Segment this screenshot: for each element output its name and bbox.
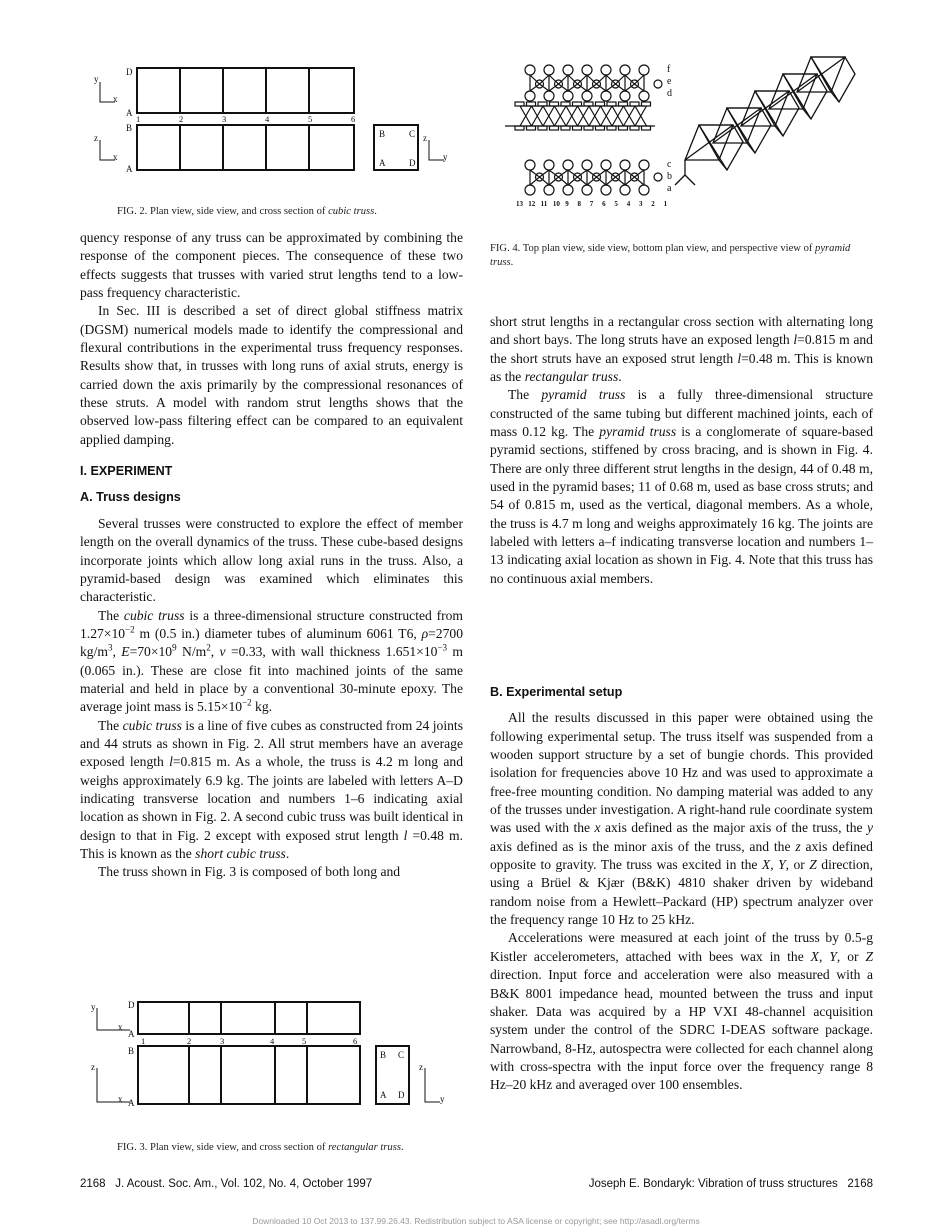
text-run: , or [836, 948, 866, 964]
superscript: −2 [242, 697, 252, 708]
text-run: is a fully three-dimensional structure constructed of the same tubing but different machined joints, each of mass 0.12 kg. The [490, 387, 873, 440]
station-label: 4 [626, 200, 631, 208]
paragraph [80, 229, 463, 302]
text-run: X [761, 857, 771, 873]
joint-circle [563, 160, 573, 170]
text-run: Y [829, 948, 837, 964]
station-label: 7 [589, 200, 594, 208]
joint-block [561, 126, 570, 130]
joint-circle [582, 185, 592, 195]
joint-block [607, 102, 616, 106]
joint-block [538, 126, 547, 130]
station-label: 2 [187, 1036, 192, 1046]
joint-block [573, 102, 582, 106]
joint-block [561, 102, 570, 106]
joint-label-A: A [379, 158, 386, 168]
pyramid-face [755, 91, 799, 136]
text-run: =0.815 m and the short struts have an exposed strut length [490, 332, 873, 366]
joint-circle [563, 65, 573, 75]
text-run: Z [865, 948, 873, 964]
section-heading-experiment: I. EXPERIMENT [80, 464, 173, 479]
joint-circle [620, 91, 630, 101]
joint-circle [601, 185, 611, 195]
joint-circle [525, 91, 535, 101]
joint-block [596, 126, 605, 130]
station-label: 12 [528, 200, 536, 208]
caption-text: FIG. 3. Plan view, side view, and cross section of [117, 1142, 329, 1153]
joint-circle [601, 65, 611, 75]
superscript: 2 [206, 642, 211, 653]
station-label: 10 [552, 200, 560, 208]
caption-italic: rectangular truss [328, 1142, 401, 1153]
joint-circle [620, 160, 630, 170]
pyramid-face [811, 57, 855, 102]
figure-4-pyramid-truss [480, 40, 890, 220]
station-label: 9 [565, 200, 569, 208]
joint-block [630, 126, 639, 130]
text-run: =0.48 m. This is known as the [80, 827, 463, 861]
text-run: =0.33, with wall thickness 1.651×10 [225, 644, 438, 660]
pyramid-face [783, 74, 827, 119]
joint-circle [544, 65, 554, 75]
text-run: short cubic truss [195, 846, 286, 861]
subsection-heading-experimental-setup: B. Experimental setup [490, 685, 623, 699]
figure-3-caption [117, 1141, 404, 1155]
joint-block [550, 126, 559, 130]
text-run: The [508, 387, 542, 403]
joint-block [515, 102, 524, 106]
superscript: −3 [437, 642, 448, 653]
text-run: y [866, 820, 873, 836]
text-run: l [737, 350, 742, 366]
station-label: 5 [302, 1036, 307, 1046]
joint-label-B: B [379, 129, 386, 139]
text-run: X [810, 948, 819, 964]
text-run: direction. Input force and acceleration were also measured with a B&K 8001 impedance head, mounted between the truss and input shaker. Data was acquired by a HP VXI 48-channel acquisition system under the control of the SDRC I-DEAS software package. Narrowband, 8-Hz, autospectra were collected for each channel along with cross-spectra with the input force over the frequency range 8 Hz–20 kHz and averaged over 100 ensembles. [490, 967, 873, 1093]
text-run: =70×10 [129, 644, 173, 660]
text-run: . [618, 369, 622, 385]
caption-text: FIG. 4. Top plan view, side view, bottom plan view, and perspective view of [490, 243, 816, 254]
page-number: 2168 [80, 1178, 106, 1190]
joint-letter: a [667, 183, 672, 194]
joint-label-B: B [128, 1046, 135, 1056]
axis-label-z: z [94, 133, 98, 143]
joint-circle [544, 91, 554, 101]
station-label: 8 [577, 200, 581, 208]
joint-circle [544, 185, 554, 195]
joint-block [619, 126, 628, 130]
station-label: 2 [651, 200, 655, 208]
text-run: . [285, 846, 290, 861]
text-run: E [121, 644, 130, 660]
text-run: Z [809, 857, 817, 873]
figure-4-caption [490, 242, 875, 270]
joint-block [642, 102, 651, 106]
joint-label-D: D [409, 158, 416, 168]
figure-2-caption [117, 205, 377, 219]
text-run: axis defined as the major axis of the truss, the [600, 820, 867, 836]
joint-label-D: D [398, 1090, 405, 1100]
text-run: is a line of five cubes as constructed from 24 joints and 44 struts as shown in Fig. 2. All strut members have an average exposed length [80, 717, 463, 770]
paragraphs [490, 313, 873, 588]
joint-circle [639, 185, 649, 195]
joint-letter: b [667, 171, 672, 182]
joint-circle [639, 65, 649, 75]
joint-label-A: A [128, 1098, 135, 1108]
journal-citation: J. Acoust. Soc. Am., Vol. 102, No. 4, October 1997 [115, 1178, 373, 1190]
station-label: 11 [540, 200, 548, 208]
text-run: =0.815 m. As a whole, the truss is 4.2 m long and weighs approximately 6.9 kg. The joints are labeled with letters A–D indicating transverse location and numbers 1–6 indicating axial location as shown in Fig. 2. A second cubic truss was built identical in design to that in Fig. 2 except with exposed strut length [80, 754, 463, 843]
paragraph [80, 863, 463, 881]
station-label: 3 [639, 200, 643, 208]
station-label: 4 [270, 1036, 275, 1046]
left-column-top [80, 229, 463, 882]
text-run: ν [219, 644, 226, 660]
paragraph [80, 302, 463, 449]
text-run: The [98, 717, 123, 733]
text-run: Several trusses were constructed to explore the effect of member length on the overall dynamics of the truss. These cube-based designs incorporate joints which allow long axial runs in the truss. Also, a pyramid-based design was examined which eliminates this characteristic. [80, 515, 463, 605]
axis-label-z: z [423, 133, 427, 143]
axis-label-x: x [113, 94, 118, 104]
text-run: pyramid truss [599, 424, 677, 440]
text-run: z [795, 838, 801, 854]
station-label: 3 [220, 1036, 225, 1046]
text-run: is a conglomerate of square-based pyramid sections, stiffened by cross bracing, and is shown in Fig. 4. There are only three different strut lengths in the design, 44 of 0.48 m, used in the pyramid bases; 11 of 0.68 m, used as base cross struts; and 54 of 0.815 m, used as the vertical, diagonal members. As a whole, the truss is 4.7 m long and weighs approximately 16 kg. The joints are labeled with letters a–f indicating transverse location and numbers 1–13 indicating axial location as shown in Fig. 4. Note that this truss has no continuous axial members. [490, 424, 873, 586]
joint-circle [582, 160, 592, 170]
joint-block [619, 102, 628, 106]
joint-block [607, 126, 616, 130]
joint-label-C: C [409, 129, 416, 139]
page-number: 2168 [847, 1178, 873, 1190]
station-label: 2 [179, 114, 184, 124]
text-run: m (0.5 in.) diameter tubes of aluminum 6061 T6, [134, 625, 422, 641]
text-run: l [169, 754, 173, 770]
joint-circle [525, 160, 535, 170]
joint-label-A: A [126, 164, 133, 174]
caption-text: FIG. 2. Plan view, side view, and cross section of [117, 206, 329, 217]
text-run: , [112, 644, 122, 660]
text-run: l [403, 827, 408, 843]
text-run: cubic truss [123, 607, 185, 623]
pyramid-face [699, 125, 743, 170]
station-label: 6 [353, 1036, 358, 1046]
axis-label-y: y [440, 1094, 445, 1104]
joint-block [584, 102, 593, 106]
axis-label-y: y [91, 1002, 96, 1012]
joint-circle [582, 91, 592, 101]
text-run: ρ [421, 625, 429, 641]
text-run: is a three-dimensional structure constructed from 1.27×10 [80, 607, 464, 641]
superscript: 9 [172, 642, 177, 653]
text-run: , [818, 948, 830, 964]
joint-block [527, 102, 536, 106]
station-label: 3 [222, 114, 227, 124]
station-label: 6 [602, 200, 606, 208]
right-column-bottom [490, 683, 873, 1095]
text-run: N/m [176, 644, 207, 660]
caption-italic: cubic truss [328, 206, 375, 217]
figure-2-cubic-truss [0, 0, 470, 200]
text-run: , [210, 644, 220, 660]
text-run: The [98, 607, 124, 623]
joint-letter: c [667, 159, 672, 170]
text-run: m (0.065 in.). These are close fit into machined joints of the same material and held in place by a conventional 30-minute epoxy. The average joint mass is 5.15×10 [80, 644, 463, 715]
superscript: −2 [125, 624, 135, 635]
station-label: 1 [141, 1036, 146, 1046]
station-label: 1 [663, 200, 668, 208]
text-run: axis defined as is the minor axis of the truss, and the [490, 838, 796, 854]
joint-circle [544, 160, 554, 170]
caption-italic: pyramid truss [490, 243, 851, 268]
text-run: In Sec. III is described a set of direct global stiffness matrix (DGSM) numerical models made to identify the compressional and flexural contributions in the experimental truss frequency responses. Results show that, in trusses with long runs of axial struts, energy is carried down the axis primarily by the compressional resonances of these struts. A model with random strut lengths shows that the observed low-pass filtering effect can be compared to an equivalent applied damping. [80, 303, 463, 447]
joint-circle [654, 173, 662, 181]
text-run: quency response of any truss can be approximated by combining the response of the component pieces. The consequence of these two effects suggests that trusses with varied strut lengths tend to a low-pass frequency characteristic. [80, 230, 463, 301]
station-label: 1 [136, 114, 141, 124]
caption-text: . [400, 1142, 404, 1153]
text-run: cubic truss [122, 717, 182, 733]
text-run: pyramid truss [541, 387, 626, 403]
joint-circle [620, 65, 630, 75]
joint-circle [639, 160, 649, 170]
joint-circle [525, 65, 535, 75]
running-title: Joseph E. Bondaryk: Vibration of truss structures [588, 1178, 838, 1190]
axis-label-y: y [94, 74, 99, 84]
text-run: , or [785, 857, 810, 873]
joint-circle [601, 160, 611, 170]
joint-block [630, 102, 639, 106]
station-label: 5 [614, 200, 618, 208]
joint-label-A: A [126, 108, 133, 118]
paragraph [80, 515, 463, 607]
joint-circle [620, 185, 630, 195]
caption-text: . [510, 257, 514, 268]
subsection-heading-truss-designs: A. Truss designs [80, 490, 181, 505]
axis-label-x: x [113, 152, 118, 162]
joint-block [642, 126, 651, 130]
joint-letter: f [667, 64, 671, 75]
paragraph [490, 313, 873, 386]
text-run: Accelerations were measured at each joint of the truss by 0.5-g Kistler accelerometers, attached with bees wax in the [490, 930, 873, 964]
joint-letter: e [667, 76, 672, 87]
axis-label-x: x [118, 1022, 123, 1032]
joint-label-C: C [398, 1050, 405, 1060]
joint-label-B: B [380, 1050, 387, 1060]
joint-label-B: B [126, 123, 133, 133]
joint-circle [654, 80, 662, 88]
right-column-top [490, 313, 873, 588]
paragraph [490, 386, 873, 588]
station-label: 13 [516, 200, 523, 208]
text-run: =0.48 m. This is known as the [490, 350, 873, 385]
station-label: 4 [265, 114, 270, 124]
joint-block [538, 102, 547, 106]
joint-block [596, 102, 605, 106]
joint-label-D: D [126, 67, 133, 77]
joint-label-D: D [128, 1000, 135, 1010]
paragraph [80, 607, 463, 717]
text-run: short strut lengths in a rectangular cross section with alternating long and short bays. The long struts have an exposed length [490, 314, 873, 348]
joint-block [550, 102, 559, 106]
paragraph [490, 929, 873, 1094]
text-run: The truss shown in Fig. 3 is composed of both long and [98, 864, 401, 880]
axis-label-x: x [118, 1094, 123, 1104]
joint-circle [525, 185, 535, 195]
joint-block [527, 126, 536, 130]
joint-block [573, 126, 582, 130]
text-run: All the results discussed in this paper were obtained using the following experimental setup. The truss itself was suspended from a wooden support structure by a set of bungie chords. This provided isolation for frequencies above 10 Hz and was used to approximate a free-free mounting condition. No damping material was added to any of the trusses under investigation. A right-hand rule coordinate system was used with the [490, 710, 873, 836]
superscript: 3 [107, 642, 113, 653]
caption-text: . [374, 206, 377, 217]
station-label: 6 [351, 114, 356, 124]
axis-label-z: z [91, 1062, 95, 1072]
text-run: Y [778, 857, 786, 873]
download-notice: Downloaded 10 Oct 2013 to 137.99.26.43. Redistribution subject to ASA license or copyright; see http://asadl.org/terms [252, 1216, 700, 1226]
text-run: direction, using a Brüel & Kjær (B&K) 4810 shaker driven by wideband random noise from a Hewlett–Packard (HP) spectrum analyzer over the frequency range 10 Hz to 25 kHz. [490, 857, 873, 928]
paragraph [80, 717, 463, 864]
text-run: x [594, 820, 601, 836]
joint-block [584, 126, 593, 130]
text-run: , [770, 857, 779, 873]
joint-circle [582, 65, 592, 75]
station-label: 5 [308, 114, 313, 124]
text-run: l [793, 332, 798, 348]
joint-label-A: A [128, 1029, 135, 1039]
axis-label-y: y [443, 152, 448, 162]
joint-letter: d [667, 88, 672, 99]
paragraphs [490, 709, 873, 1094]
joint-block [515, 126, 524, 130]
axis-y-arrow [685, 175, 695, 185]
figure-3-rectangular-truss [0, 990, 470, 1120]
text-run: rectangular truss [524, 369, 619, 385]
joint-circle [639, 91, 649, 101]
pyramid-face [727, 108, 771, 153]
joint-circle [563, 185, 573, 195]
axis-x-arrow [675, 175, 685, 185]
axis-label-z: z [419, 1062, 423, 1072]
text-run: kg. [251, 699, 273, 715]
paragraph [490, 709, 873, 929]
paragraphs [80, 229, 463, 449]
footer-right [589, 1178, 873, 1190]
text-run: =2700 kg/m [80, 625, 463, 660]
joint-circle [563, 91, 573, 101]
text-run: axis defined opposite to gravity. The truss was excited in the [490, 838, 873, 873]
joint-label-A: A [380, 1090, 387, 1100]
paragraphs [80, 515, 463, 882]
footer-left [80, 1178, 372, 1190]
joint-circle [601, 91, 611, 101]
